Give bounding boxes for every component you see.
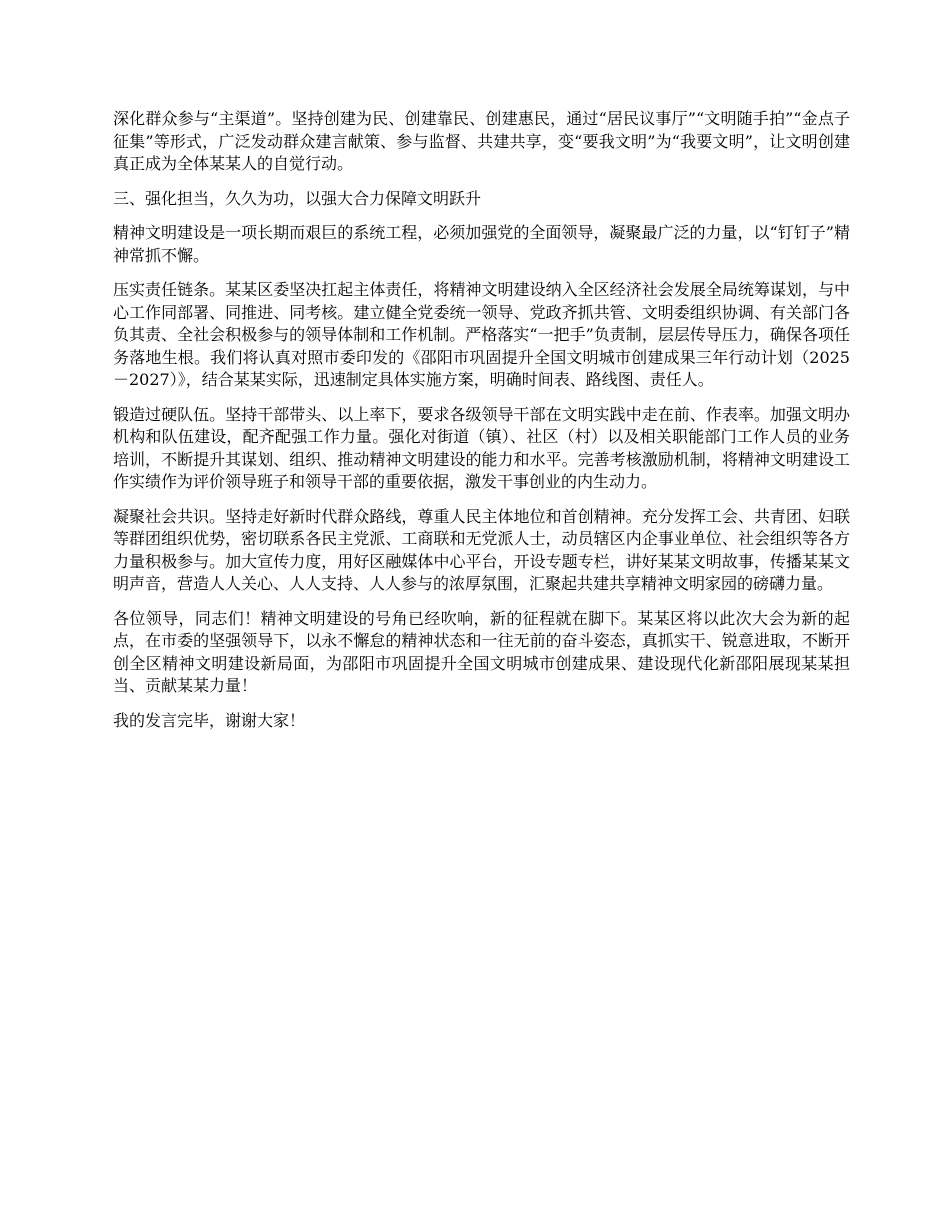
paragraph-public-participation: 深化群众参与“主渠道”。坚持创建为民、创建靠民、创建惠民，通过“居民议事厅”“文明随手拍”“金点子征集”等形式，广泛发动群众建言献策、参与监督、共建共享，变“要我文明”为“我要文明”，让文明创建真正成为全体某某人的自觉行动。 [113, 109, 850, 173]
paragraph-thanks: 我的发言完毕，谢谢大家！ [113, 710, 306, 730]
paragraph-team-building: 锻造过硬队伍。坚持干部带头、以上率下，要求各级领导干部在文明实践中走在前、作表率。加强文明办机构和队伍建设，配齐配强工作力量。强化对街道（镇）、社区（村）以及相关职能部门工作人员的业务培训，不断提升其谋划、组织、推动精神文明建设的能力和水平。完善考核激励机制，将精神文明建设工作实绩作为评价领导班子和领导干部的重要依据，激发干事创业的内生动力。 [113, 404, 850, 491]
paragraph-responsibility-chain: 压实责任链条。某某区委坚决扛起主体责任，将精神文明建设纳入全区经济社会发展全局统筹谋划，与中心工作同部署、同推进、同考核。建立健全党委统一领导、党政齐抓共管、文明委组织协调、有关部门各负其责、全社会积极参与的领导体制和工作机制。严格落实“一把手”负责制，层层传导压力，确保各项任务落地生根。我们将认真对照市委印发的《邵阳市巩固提升全国文明城市创建成果三年行动计划（2025－2027）》，结合某某实际，迅速制定具体实施方案，明确时间表、路线图、责任人。 [113, 280, 850, 389]
section-heading-3: 三、强化担当，久久为功，以强大合力保障文明跃升 [113, 188, 482, 208]
paragraph-intro: 精神文明建设是一项长期而艰巨的系统工程，必须加强党的全面领导，凝聚最广泛的力量，以“钉钉子”精神常抓不懈。 [113, 223, 850, 265]
paragraph-social-consensus: 凝聚社会共识。坚持走好新时代群众路线，尊重人民主体地位和首创精神。充分发挥工会、共青团、妇联等群团组织优势，密切联系各民主党派、工商联和无党派人士，动员辖区内企事业单位、社会组织等各方力量积极参与。加大宣传力度，用好区融媒体中心平台，开设专题专栏，讲好某某文明故事，传播某某文明声音，营造人人关心、人人支持、人人参与的浓厚氛围，汇聚起共建共享精神文明家园的磅礴力量。 [113, 506, 850, 593]
document-page [113, 108, 850, 744]
paragraph-closing-call: 各位领导，同志们！精神文明建设的号角已经吹响，新的征程就在脚下。某某区将以此次大会为新的起点，在市委的坚强领导下，以永不懈怠的精神状态和一往无前的奋斗姿态，真抓实干、锐意进取，不断开创全区精神文明建设新局面，为邵阳市巩固提升全国文明城市创建成果、建设现代化新邵阳展现某某担当、贡献某某力量！ [113, 608, 850, 695]
